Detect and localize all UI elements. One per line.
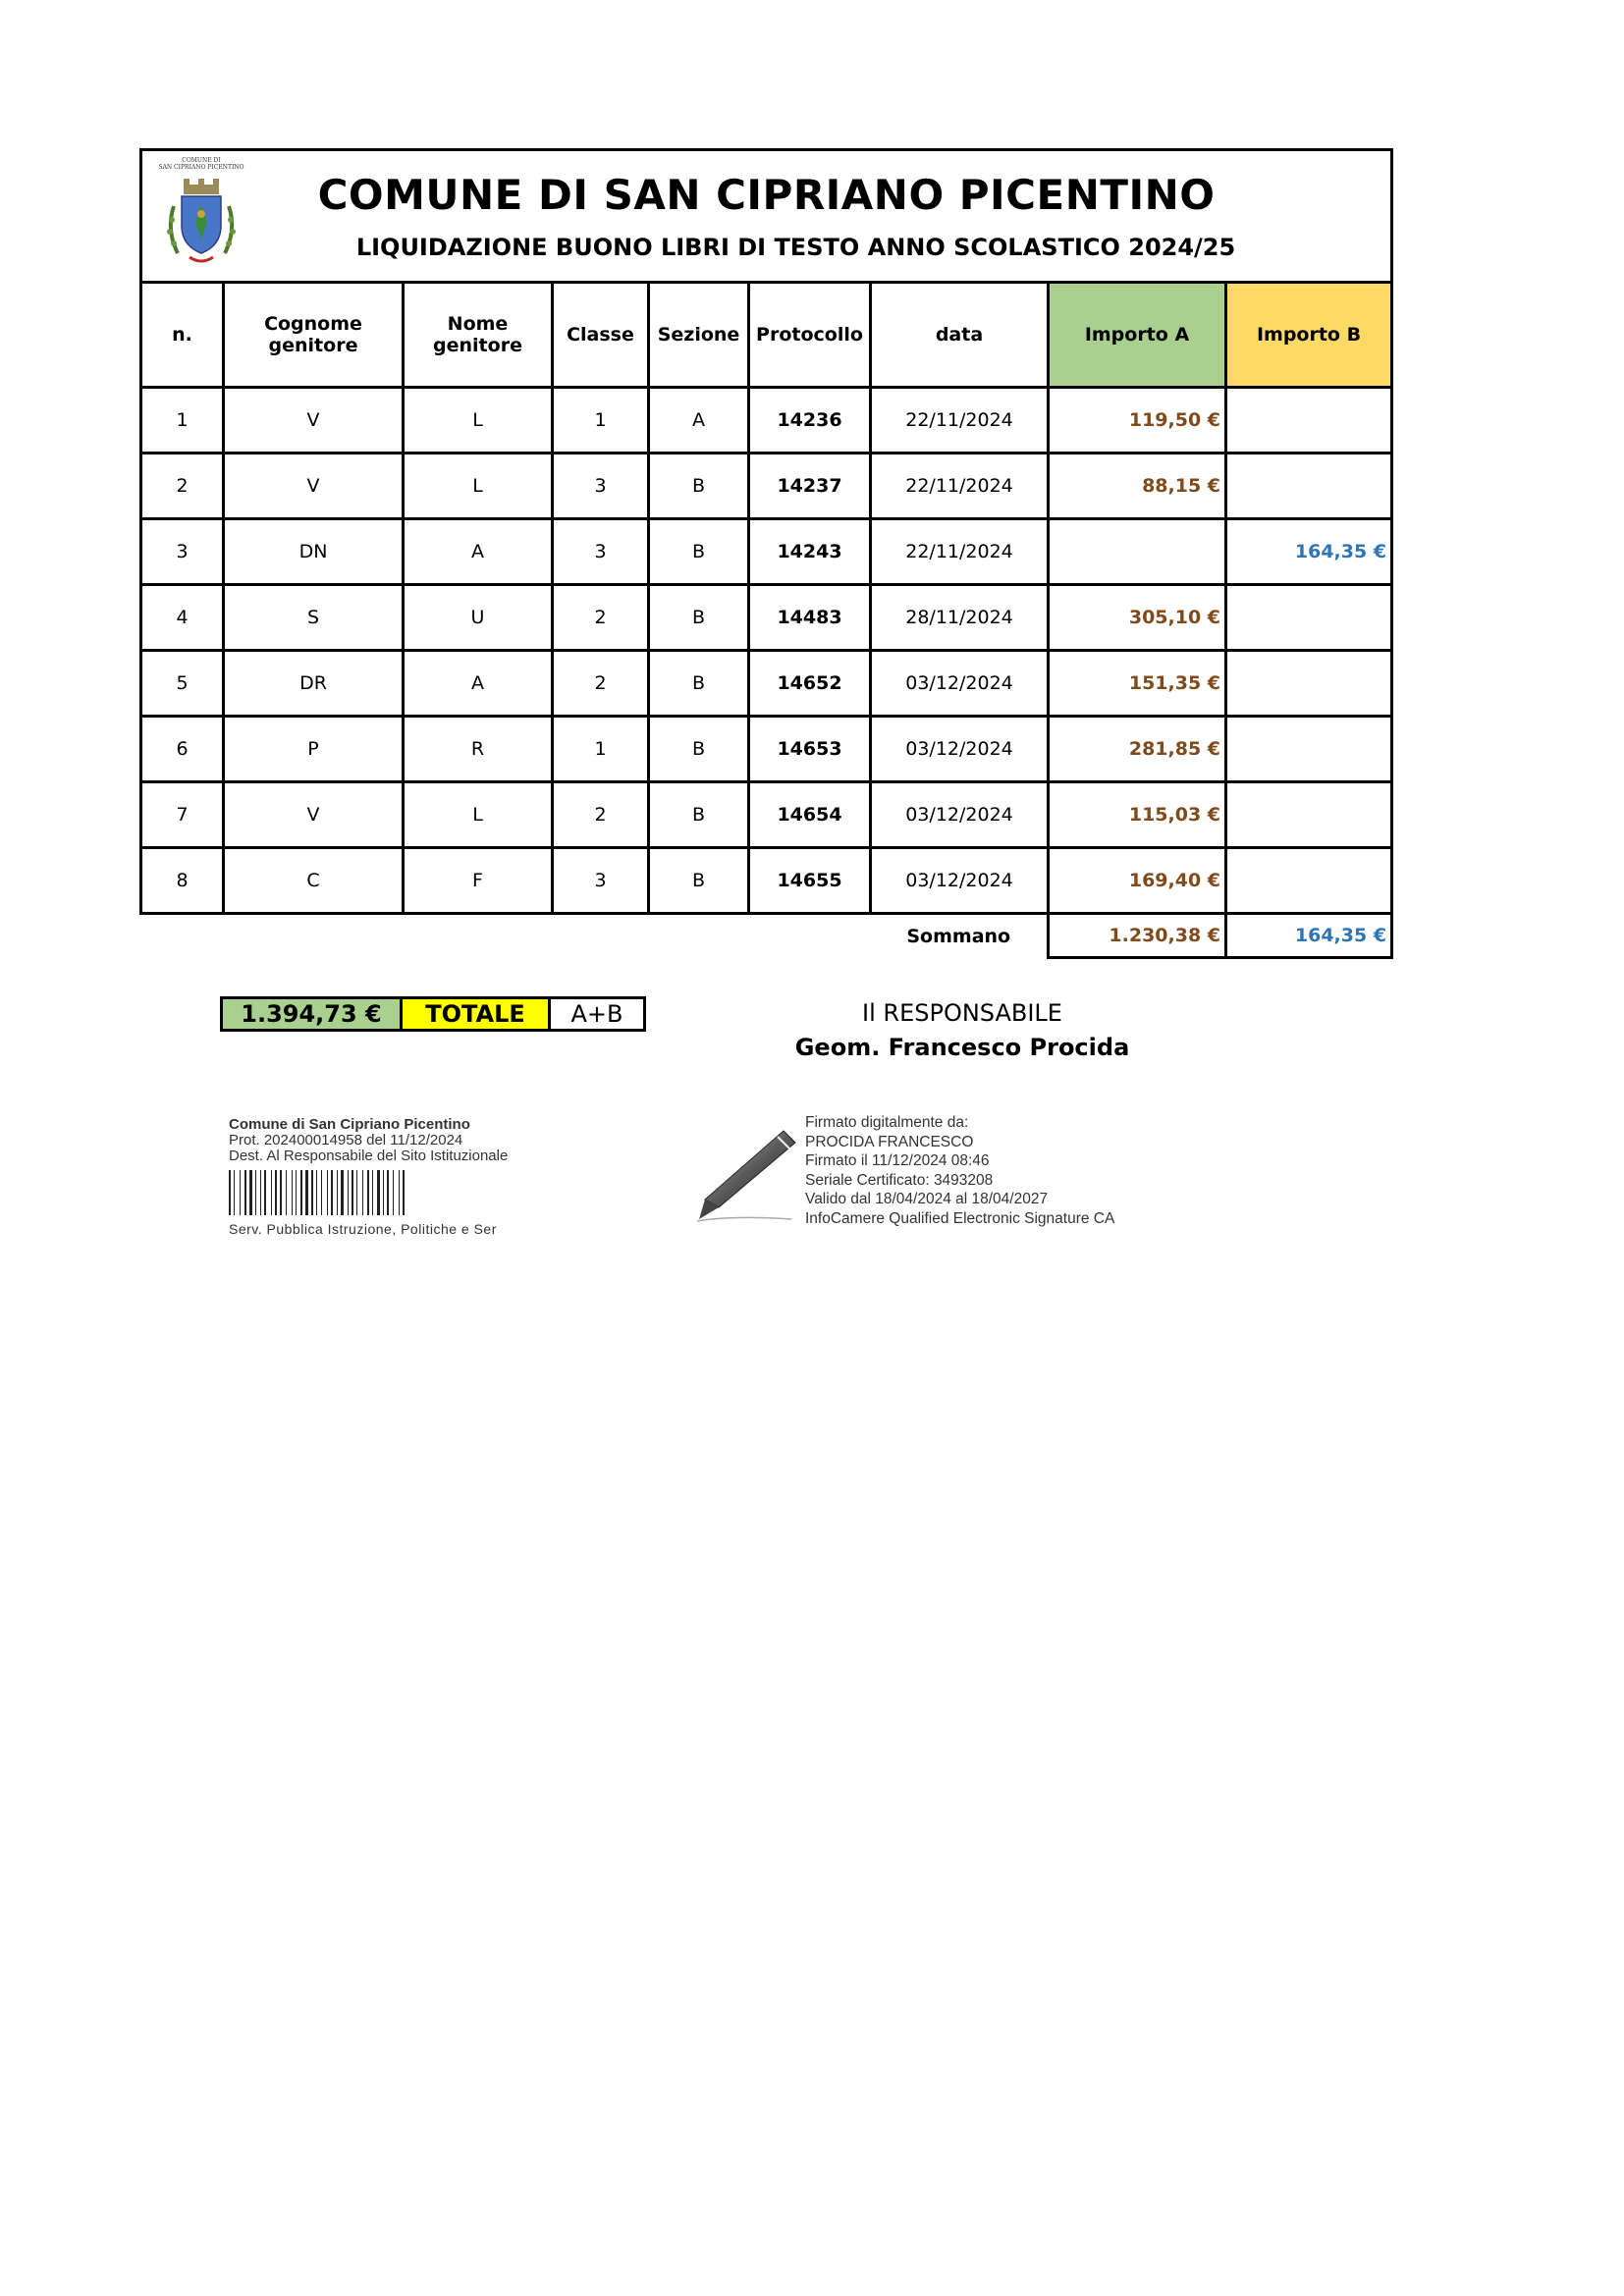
cell-cognome: C: [224, 848, 404, 914]
column-header: Sezione: [649, 283, 749, 388]
cell-sezione: B: [649, 519, 749, 585]
signature-signer: PROCIDA FRANCESCO: [805, 1133, 974, 1150]
column-header: data: [871, 283, 1049, 388]
cell-classe: 2: [553, 585, 649, 651]
sum-importo-a: 1.230,38 €: [1049, 914, 1226, 958]
cell-cognome: V: [224, 388, 404, 454]
table-row: [141, 717, 1392, 782]
cell-classe: 2: [553, 651, 649, 717]
cell-protocollo: 14483: [749, 585, 871, 651]
column-header-importo-b: Importo B: [1226, 283, 1392, 388]
cell-data: 28/11/2024: [871, 585, 1049, 651]
cell-importo-a: 169,40 €: [1049, 848, 1226, 914]
pen-signature-icon: [693, 1125, 801, 1223]
table-row: [141, 388, 1392, 454]
stamp-office: Serv. Pubblica Istruzione, Politiche e Ser: [229, 1221, 497, 1237]
cell-importo-a: 151,35 €: [1049, 651, 1226, 717]
cell-protocollo: 14237: [749, 454, 871, 519]
cell-data: 22/11/2024: [871, 454, 1049, 519]
sum-importo-b: 164,35 €: [1226, 914, 1392, 958]
cell-classe: 3: [553, 454, 649, 519]
cell-nome: A: [404, 519, 553, 585]
cell-classe: 3: [553, 519, 649, 585]
column-header: n.: [141, 283, 224, 388]
table-row: [141, 585, 1392, 651]
signature-line: Firmato digitalmente da:: [805, 1114, 969, 1131]
cell-sezione: B: [649, 848, 749, 914]
cell-importo-a: 281,85 €: [1049, 717, 1226, 782]
row-number: 4: [141, 585, 224, 651]
cell-protocollo: 14653: [749, 717, 871, 782]
cell-protocollo: 14652: [749, 651, 871, 717]
cell-protocollo: 14243: [749, 519, 871, 585]
cell-cognome: V: [224, 782, 404, 848]
cell-nome: A: [404, 651, 553, 717]
row-number: 3: [141, 519, 224, 585]
cell-sezione: B: [649, 717, 749, 782]
cell-protocollo: 14655: [749, 848, 871, 914]
grand-total-formula: A+B: [550, 998, 645, 1031]
cell-importo-a: [1049, 519, 1226, 585]
signature-date: Firmato il 11/12/2024 08:46: [805, 1152, 990, 1169]
column-header-importo-a: Importo A: [1049, 283, 1226, 388]
cell-importo-a: 115,03 €: [1049, 782, 1226, 848]
cell-nome: F: [404, 848, 553, 914]
cell-protocollo: 14654: [749, 782, 871, 848]
stamp-protocol-number: Prot. 202400014958 del 11/12/2024: [229, 1132, 463, 1148]
sum-spacer: [141, 914, 871, 958]
signature-validity: Valido dal 18/04/2024 al 18/04/2027: [805, 1191, 1049, 1207]
grand-total-label: TOTALE: [402, 998, 550, 1031]
cell-nome: R: [404, 717, 553, 782]
cell-importo-b: [1226, 454, 1392, 519]
cell-data: 22/11/2024: [871, 519, 1049, 585]
row-number: 6: [141, 717, 224, 782]
cell-sezione: B: [649, 454, 749, 519]
sum-row: [141, 914, 1392, 958]
cell-nome: U: [404, 585, 553, 651]
table-header-row: [141, 283, 1392, 388]
cell-sezione: B: [649, 585, 749, 651]
cell-cognome: DR: [224, 651, 404, 717]
cell-importo-b: [1226, 651, 1392, 717]
cell-importo-b: 164,35 €: [1226, 519, 1392, 585]
document-subtitle: LIQUIDAZIONE BUONO LIBRI DI TESTO ANNO SCOLASTICO 2024/25: [355, 234, 1236, 261]
cell-data: 03/12/2024: [871, 717, 1049, 782]
row-number: 5: [141, 651, 224, 717]
cell-cognome: V: [224, 454, 404, 519]
table-row: [141, 519, 1392, 585]
table-body: [141, 388, 1392, 914]
cell-sezione: B: [649, 651, 749, 717]
cell-nome: L: [404, 388, 553, 454]
digital-signature-block: [805, 1113, 1218, 1228]
signature-ca: InfoCamere Qualified Electronic Signature CA: [805, 1209, 1115, 1227]
cell-classe: 3: [553, 848, 649, 914]
table-row: [141, 848, 1392, 914]
cell-protocollo: 14236: [749, 388, 871, 454]
row-number: 1: [141, 388, 224, 454]
cell-importo-b: [1226, 388, 1392, 454]
cell-data: 03/12/2024: [871, 848, 1049, 914]
barcode-icon: [229, 1170, 504, 1215]
cell-importo-b: [1226, 585, 1392, 651]
stamp-recipient: Dest. Al Responsabile del Sito Istituzionale: [229, 1148, 509, 1164]
column-header: Nome genitore: [404, 283, 553, 388]
document-title: COMUNE DI SAN CIPRIANO PICENTINO: [317, 171, 1216, 219]
table-row: [141, 454, 1392, 519]
stamp-municipality: Comune di San Cipriano Picentino: [229, 1116, 470, 1133]
cell-classe: 1: [553, 388, 649, 454]
row-number: 8: [141, 848, 224, 914]
table-row: [141, 782, 1392, 848]
liquidation-table: [139, 148, 1393, 959]
cell-nome: L: [404, 782, 553, 848]
signature-serial: Seriale Certificato: 3493208: [805, 1171, 994, 1189]
protocol-stamp: [229, 1117, 602, 1237]
sum-label: Sommano: [906, 925, 1011, 947]
cell-data: 03/12/2024: [871, 651, 1049, 717]
cell-importo-b: [1226, 717, 1392, 782]
cell-data: 22/11/2024: [871, 388, 1049, 454]
cell-cognome: DN: [224, 519, 404, 585]
column-header: Protocollo: [749, 283, 871, 388]
responsible-title: Il RESPONSABILE: [862, 999, 1062, 1027]
cell-sezione: B: [649, 782, 749, 848]
cell-importo-a: 305,10 €: [1049, 585, 1226, 651]
cell-sezione: A: [649, 388, 749, 454]
logo-caption: COMUNE DI SAN CIPRIANO PICENTINO: [158, 157, 244, 171]
grand-total-box: [220, 996, 646, 1032]
cell-importo-b: [1226, 782, 1392, 848]
row-number: 7: [141, 782, 224, 848]
column-header: Cognome genitore: [224, 283, 404, 388]
cell-importo-a: 119,50 €: [1049, 388, 1226, 454]
cell-cognome: P: [224, 717, 404, 782]
cell-importo-b: [1226, 848, 1392, 914]
row-number: 2: [141, 454, 224, 519]
document-header: [141, 150, 1392, 283]
grand-total-value: 1.394,73 €: [222, 998, 402, 1031]
table-row: [141, 651, 1392, 717]
cell-importo-a: 88,15 €: [1049, 454, 1226, 519]
responsible-name: Geom. Francesco Procida: [794, 1034, 1130, 1061]
cell-data: 03/12/2024: [871, 782, 1049, 848]
cell-nome: L: [404, 454, 553, 519]
column-header: Classe: [553, 283, 649, 388]
cell-classe: 1: [553, 717, 649, 782]
cell-cognome: S: [224, 585, 404, 651]
cell-classe: 2: [553, 782, 649, 848]
